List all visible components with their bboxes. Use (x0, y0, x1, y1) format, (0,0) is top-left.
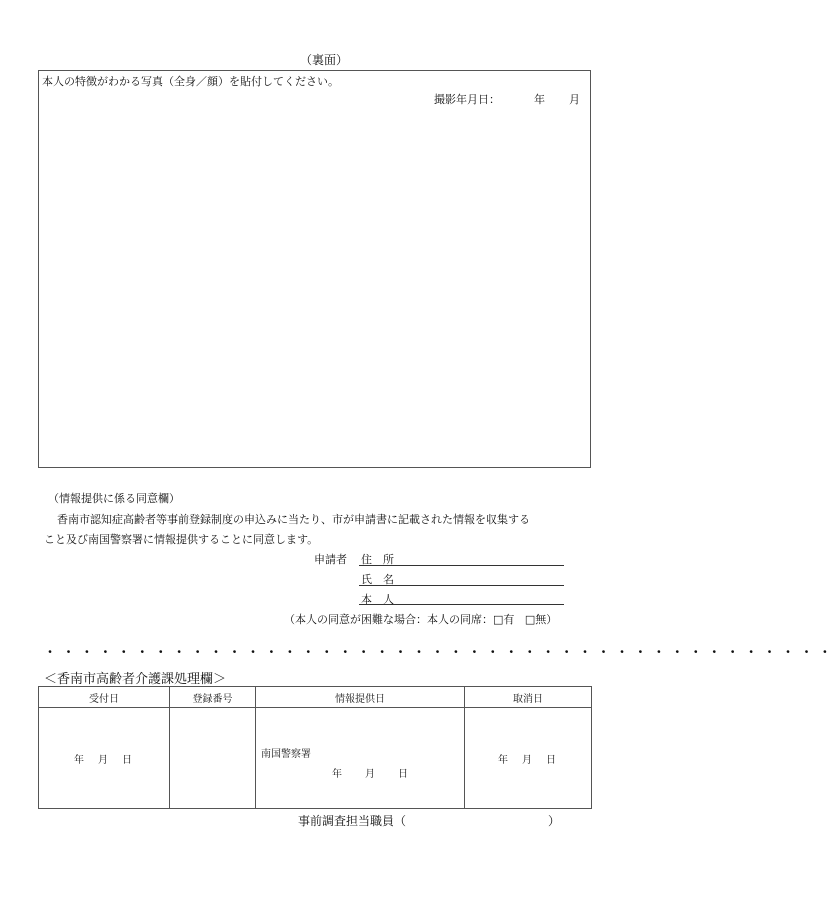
self-label: 本 人 (361, 593, 394, 606)
consent-body-line1: 香南市認知症高齢者等事前登録制度の申込みに当たり、市が申請書に記載された情報を収集する (57, 513, 530, 526)
cancel-date-cell[interactable] (465, 708, 592, 809)
registration-number-cell[interactable] (170, 708, 256, 809)
photo-attachment-area[interactable] (38, 70, 591, 468)
photo-date-label: 撮影年月日： (434, 93, 500, 106)
name-field[interactable] (359, 585, 564, 586)
photo-year-label: 年 (534, 93, 545, 106)
table-header-row (39, 687, 592, 708)
consent-note (284, 611, 557, 627)
provision-date-text: 年 月 日 (332, 769, 409, 780)
staff-label: 事前調査担当職員（ (298, 814, 407, 828)
option-yes-checkbox[interactable]: □有 (493, 613, 515, 626)
consent-body-line2: こと及び南国警察署に情報提供することに同意します。 (44, 533, 319, 546)
provision-date-cell[interactable] (256, 708, 465, 809)
col-registration-number: 登録番号 (170, 687, 256, 708)
name-label: 氏 名 (361, 573, 394, 586)
page-title: （裏面） (300, 53, 349, 67)
photo-instruction: 本人の特徴がわかる写真（全身／顔）を貼付してください。 (42, 75, 339, 88)
col-info-provision-date: 情報提供日 (256, 687, 465, 708)
col-cancel-date: 取消日 (465, 687, 592, 708)
receipt-date-cell[interactable] (39, 708, 170, 809)
processing-table (38, 686, 592, 809)
col-receipt-date: 受付日 (39, 687, 170, 708)
staff-close: ） (548, 814, 561, 828)
address-label: 住 所 (361, 553, 394, 566)
cancel-date-text: 年 月 日 (498, 754, 558, 766)
self-field[interactable] (359, 604, 564, 605)
police-station-label: 南国警察署 (261, 749, 311, 760)
office-heading: ＜香南市高齢者介護課処理欄＞ (44, 672, 227, 687)
consent-heading: （情報提供に係る同意欄） (48, 492, 180, 505)
applicant-label: 申請者 (314, 553, 347, 566)
consent-note-prefix: （本人の同意が困難な場合：本人の同席： (284, 613, 493, 626)
photo-month-label: 月 (569, 93, 580, 106)
address-field[interactable] (359, 565, 564, 566)
table-row (39, 708, 592, 809)
option-no-checkbox[interactable]: □無） (524, 613, 558, 626)
separator-dots: ・・・・・・・・・・・・・・・・・・・・・・・・・・・・・・・・・・・・・・・・・・・ (44, 645, 837, 659)
receipt-date-text: 年 月 日 (74, 754, 134, 766)
